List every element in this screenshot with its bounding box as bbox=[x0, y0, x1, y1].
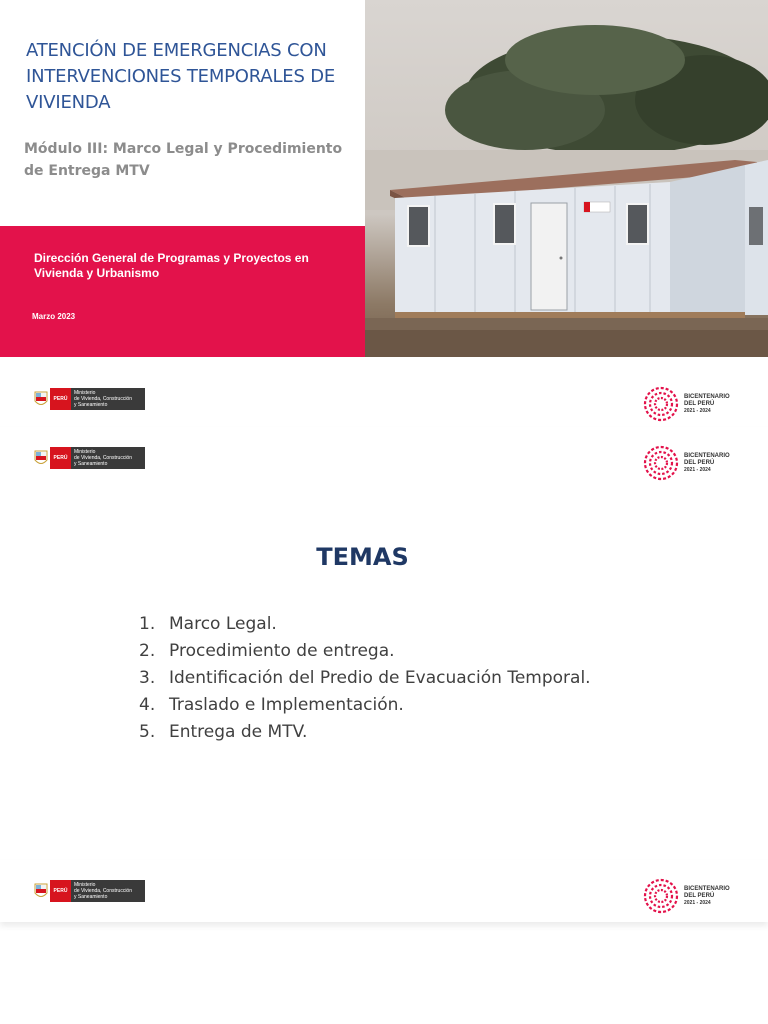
bicentenario-line1: BICENTENARIO bbox=[684, 885, 730, 892]
peru-label: PERÚ bbox=[50, 880, 71, 902]
topics-title: TEMAS bbox=[316, 543, 409, 571]
cover-slide bbox=[0, 0, 768, 357]
list-item: 1. Marco Legal. bbox=[139, 614, 277, 634]
bicentenario-logo bbox=[642, 444, 740, 482]
bicentenario-years: 2021 - 2024 bbox=[684, 899, 711, 906]
ministry-logo bbox=[32, 880, 145, 902]
logo-bar-3 bbox=[0, 860, 768, 922]
peru-label: PERÚ bbox=[50, 388, 71, 410]
ministry-name: Ministerio de Vivienda, Construcción y Saneamiento bbox=[71, 880, 145, 902]
bicentenario-years: 2021 - 2024 bbox=[684, 407, 711, 414]
ministry-name: Ministerio de Vivienda, Construcción y Saneamiento bbox=[71, 447, 145, 469]
bicentenario-line2: DEL PERÚ bbox=[684, 892, 715, 899]
topics-list bbox=[139, 611, 591, 746]
ministry-name: Ministerio de Vivienda, Construcción y Saneamiento bbox=[71, 388, 145, 410]
cover-subtitle: Módulo III: Marco Legal y Procedimiento de Entrega MTV bbox=[24, 141, 343, 179]
cover-date: Marzo 2023 bbox=[32, 312, 76, 321]
bicentenario-line1: BICENTENARIO bbox=[684, 393, 730, 400]
bicentenario-logo bbox=[642, 877, 740, 915]
list-item: 5. Entrega de MTV. bbox=[139, 722, 308, 742]
bicentenario-logo bbox=[642, 385, 740, 423]
peru-label: PERÚ bbox=[50, 447, 71, 469]
peru-shield-icon bbox=[32, 388, 50, 410]
list-item: 3. Identificación del Predio de Evacuación Temporal. bbox=[139, 668, 591, 688]
cover-red-band bbox=[0, 226, 365, 357]
bicentenario-years: 2021 - 2024 bbox=[684, 466, 711, 473]
peru-shield-icon bbox=[32, 447, 50, 469]
bicentenario-line1: BICENTENARIO bbox=[684, 452, 730, 459]
peru-shield-icon bbox=[32, 880, 50, 902]
cover-organization: Dirección General de Programas y Proyectos en Vivienda y Urbanismo bbox=[34, 251, 309, 280]
cover-title: ATENCIÓN DE EMERGENCIAS CON INTERVENCIONES TEMPORALES DE VIVIENDA bbox=[26, 40, 336, 113]
housing-illustration bbox=[365, 0, 768, 357]
temporary-housing-photo bbox=[365, 0, 768, 357]
topics-slide bbox=[0, 488, 768, 920]
bicentenario-emblem-icon bbox=[642, 444, 680, 482]
list-item: 4. Traslado e Implementación. bbox=[139, 695, 404, 715]
logo-bar-1 bbox=[0, 368, 768, 430]
ministry-logo bbox=[32, 388, 145, 410]
list-item: 2. Procedimiento de entrega. bbox=[139, 641, 395, 661]
bicentenario-emblem-icon bbox=[642, 385, 680, 423]
bicentenario-emblem-icon bbox=[642, 877, 680, 915]
bicentenario-line2: DEL PERÚ bbox=[684, 459, 715, 466]
ministry-logo bbox=[32, 447, 145, 469]
logo-bar-2 bbox=[0, 427, 768, 489]
bicentenario-line2: DEL PERÚ bbox=[684, 400, 715, 407]
